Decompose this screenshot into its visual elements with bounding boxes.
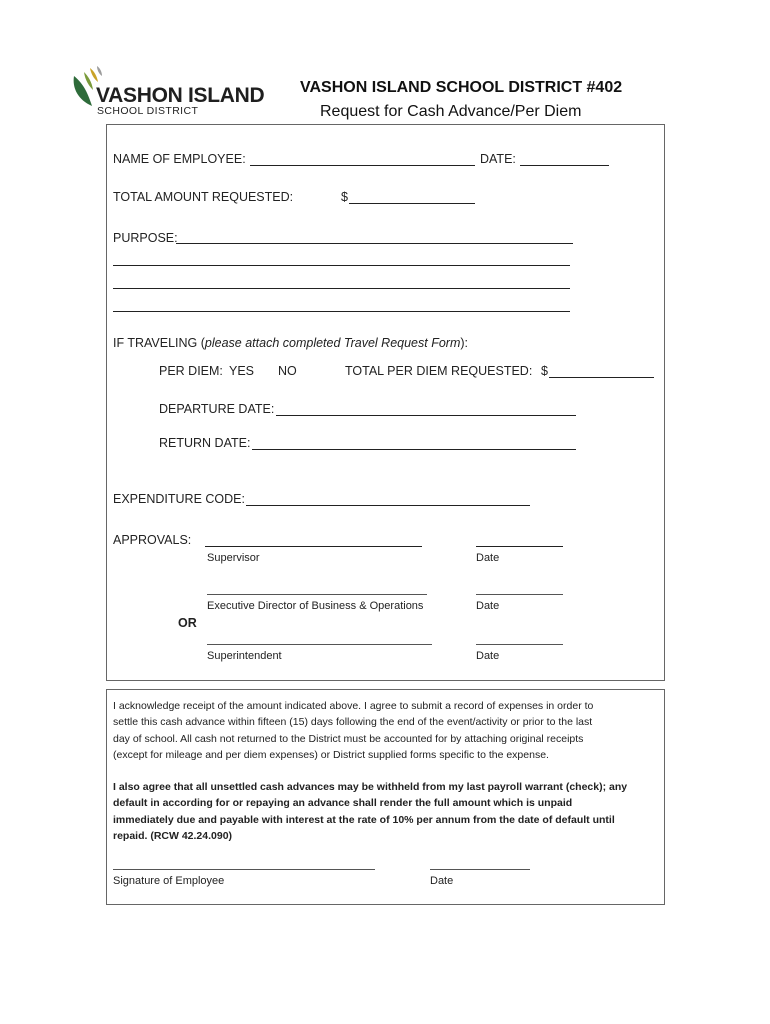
exec-director-signature-field[interactable] bbox=[207, 594, 427, 595]
exec-director-caption: Executive Director of Business & Operations bbox=[207, 600, 424, 612]
employee-name-field[interactable] bbox=[250, 165, 475, 166]
employee-signature-caption: Signature of Employee bbox=[113, 875, 225, 887]
total-amount-field[interactable] bbox=[349, 203, 475, 204]
withholding-agreement-paragraph bbox=[113, 779, 658, 844]
traveling-label bbox=[113, 336, 468, 350]
employee-signature-date-caption: Date bbox=[430, 875, 454, 887]
purpose-line-4[interactable] bbox=[113, 311, 570, 312]
ack-line: settle this cash advance within fifteen (15) days following the end of the event/activity or prior to the last bbox=[113, 716, 593, 729]
per-diem-no-option[interactable]: NO bbox=[278, 364, 297, 378]
or-label: OR bbox=[178, 616, 197, 630]
supervisor-caption: Supervisor bbox=[207, 552, 260, 564]
page-title: VASHON ISLAND SCHOOL DISTRICT #402 bbox=[300, 79, 623, 96]
supervisor-date-caption: Date bbox=[476, 552, 500, 564]
total-per-diem-label: TOTAL PER DIEM REQUESTED: bbox=[345, 364, 533, 378]
expenditure-code-field[interactable] bbox=[246, 505, 530, 506]
departure-date-field[interactable] bbox=[276, 415, 576, 416]
superintendent-caption: Superintendent bbox=[207, 650, 282, 662]
total-amount-label: TOTAL AMOUNT REQUESTED: bbox=[113, 190, 294, 204]
total-per-diem-field[interactable] bbox=[549, 377, 654, 378]
acknowledgement-paragraph bbox=[113, 698, 658, 763]
per-diem-label: PER DIEM: bbox=[159, 364, 223, 378]
exec-director-date-caption: Date bbox=[476, 600, 500, 612]
dollar-sign: $ bbox=[341, 190, 348, 204]
purpose-line-1[interactable] bbox=[176, 243, 573, 244]
ack-line: day of school. All cash not returned to the District must be accounted for by attaching original receipts bbox=[113, 732, 584, 745]
superintendent-signature-field[interactable] bbox=[207, 644, 432, 645]
date-field[interactable] bbox=[520, 165, 609, 166]
approvals-label: APPROVALS: bbox=[113, 533, 192, 547]
purpose-line-3[interactable] bbox=[113, 288, 570, 289]
agreement-line: I also agree that all unsettled cash advances may be withheld from my last payroll warrant (check); any bbox=[113, 781, 628, 793]
date-label: DATE: bbox=[480, 152, 516, 166]
ack-line: (except for mileage and per diem expenses) or District supplied forms specific to the expense. bbox=[113, 748, 549, 761]
employee-signature-field[interactable] bbox=[113, 869, 375, 870]
agreement-line: repaid. (RCW 42.24.090) bbox=[113, 829, 233, 842]
agreement-line: default in according for or repaying an advance shall render the full amount which is unpaid bbox=[113, 797, 573, 810]
purpose-label: PURPOSE: bbox=[113, 231, 178, 245]
exec-director-date-field[interactable] bbox=[476, 594, 563, 595]
departure-date-label: DEPARTURE DATE: bbox=[159, 402, 275, 416]
ack-line: I acknowledge receipt of the amount indicated above. I agree to submit a record of expenses in order to bbox=[113, 700, 594, 712]
logo-name: VASHON ISLAND bbox=[96, 84, 265, 107]
supervisor-signature-field[interactable] bbox=[205, 546, 422, 547]
purpose-line-2[interactable] bbox=[113, 265, 570, 266]
return-date-field[interactable] bbox=[252, 449, 576, 450]
district-logo bbox=[70, 62, 270, 122]
superintendent-date-field[interactable] bbox=[476, 644, 563, 645]
superintendent-date-caption: Date bbox=[476, 650, 500, 662]
page-subtitle: Request for Cash Advance/Per Diem bbox=[320, 103, 582, 120]
agreement-line: immediately due and payable with interest at the rate of 10% per annum from the date of default until bbox=[113, 813, 615, 826]
per-diem-dollar-sign: $ bbox=[541, 364, 548, 378]
return-date-label: RETURN DATE: bbox=[159, 436, 251, 450]
expenditure-code-label: EXPENDITURE CODE: bbox=[113, 492, 245, 506]
traveling-label-prefix: IF TRAVELING ( bbox=[113, 336, 205, 350]
logo-subname: SCHOOL DISTRICT bbox=[97, 105, 199, 117]
employee-name-label: NAME OF EMPLOYEE: bbox=[113, 152, 246, 166]
per-diem-yes-option[interactable]: YES bbox=[229, 364, 255, 378]
employee-signature-date-field[interactable] bbox=[430, 869, 530, 870]
traveling-label-note: please attach completed Travel Request Form bbox=[204, 336, 461, 350]
traveling-label-suffix: ): bbox=[460, 336, 469, 350]
supervisor-date-field[interactable] bbox=[476, 546, 563, 547]
